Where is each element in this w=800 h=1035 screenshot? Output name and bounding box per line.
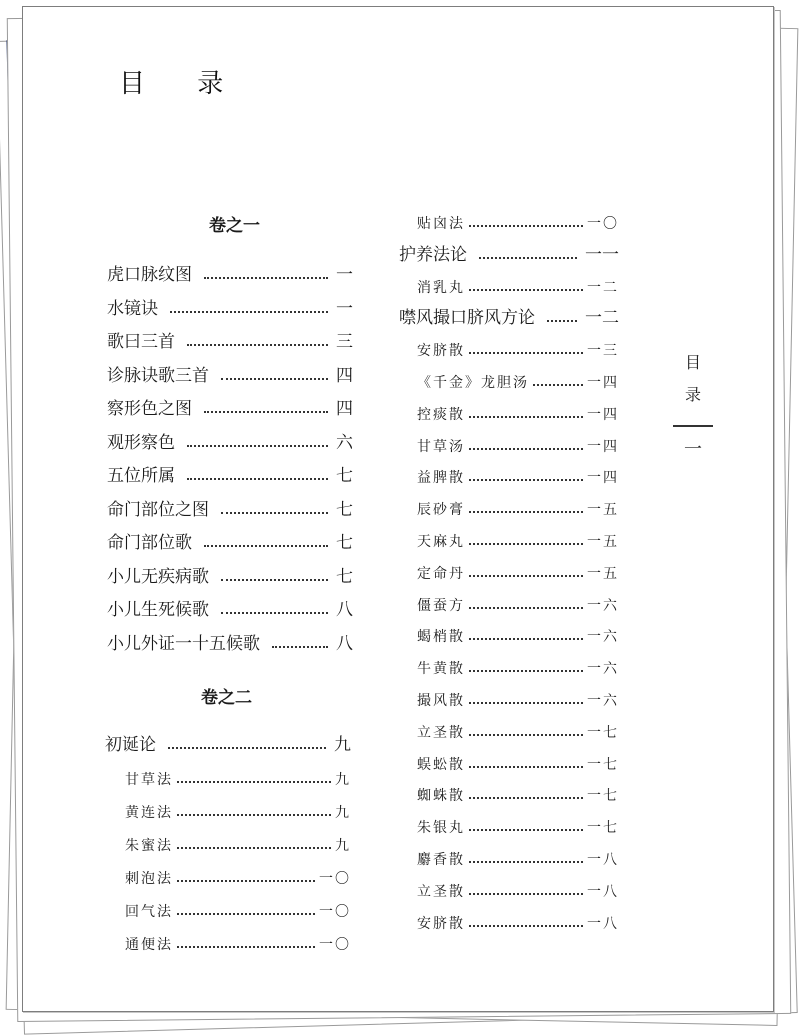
toc-entry[interactable] <box>417 718 619 742</box>
leader-dots <box>221 378 328 380</box>
entry-page: 一 <box>336 265 353 285</box>
toc-entry[interactable] <box>417 336 619 360</box>
toc-entry[interactable] <box>125 831 351 855</box>
leader-dots <box>177 946 315 948</box>
toc-entry[interactable] <box>417 750 619 774</box>
toc-entry[interactable] <box>417 559 619 583</box>
entry-title: 噤风撮口脐风方论 <box>399 308 535 329</box>
entry-title: 定命丹 <box>417 565 465 582</box>
toc-entry[interactable] <box>417 591 619 615</box>
toc-entry[interactable] <box>107 261 353 285</box>
leader-dots <box>469 797 583 799</box>
toc-page <box>22 6 774 1012</box>
entry-title: 撮风散 <box>417 693 465 709</box>
entry-title: 回气法 <box>125 904 173 920</box>
leader-dots <box>187 478 328 480</box>
entry-page: 四 <box>336 365 353 386</box>
entry-page: 八 <box>336 600 353 620</box>
toc-entry[interactable] <box>417 877 619 901</box>
leader-dots <box>469 607 583 609</box>
toc-entry[interactable] <box>417 368 619 392</box>
toc-entry[interactable] <box>107 462 353 486</box>
entry-title: 麝香散 <box>417 852 465 868</box>
entry-title: 诊脉诀歌三首 <box>107 365 209 386</box>
entry-title: 初诞论 <box>105 735 156 755</box>
entry-page: 一八 <box>587 915 619 932</box>
leader-dots <box>479 257 577 259</box>
leader-dots <box>469 575 583 577</box>
leader-dots <box>469 352 583 354</box>
toc-entry[interactable] <box>125 897 351 921</box>
entry-page: 一四 <box>587 438 619 455</box>
entry-title: 益脾散 <box>417 470 465 487</box>
entry-title: 黄连法 <box>125 805 173 821</box>
leader-dots <box>177 781 331 783</box>
entry-title: 通便法 <box>125 937 173 953</box>
leader-dots <box>177 880 315 882</box>
entry-page: 一四 <box>587 375 619 391</box>
leader-dots <box>469 702 583 704</box>
entry-title: 命门部位之图 <box>107 499 209 520</box>
page-title: 目 录 <box>119 69 246 99</box>
entry-page: 一四 <box>587 406 619 423</box>
toc-entry[interactable] <box>417 495 619 519</box>
toc-entry[interactable] <box>417 463 619 487</box>
entry-title: 观形察色 <box>107 432 175 453</box>
toc-entry[interactable] <box>125 864 351 888</box>
entry-page: 一六 <box>587 661 619 678</box>
leader-dots <box>533 384 583 386</box>
toc-entry[interactable] <box>399 241 619 265</box>
entry-page: 八 <box>336 633 353 654</box>
entry-title: 刺泡法 <box>125 871 173 887</box>
leader-dots <box>469 225 583 227</box>
entry-title: 命门部位歌 <box>107 533 192 553</box>
entry-page: 一 <box>336 298 353 319</box>
entry-title: 歌曰三首 <box>107 332 175 352</box>
entry-title: 控痰散 <box>417 406 465 423</box>
toc-entry[interactable] <box>107 362 353 386</box>
toc-entry[interactable] <box>417 622 619 646</box>
entry-page: 一五 <box>587 534 619 550</box>
toc-entry[interactable] <box>417 909 619 933</box>
entry-title: 贴囟法 <box>417 216 465 232</box>
entry-page: 一四 <box>587 470 619 487</box>
leader-dots <box>168 747 326 749</box>
leader-dots <box>469 638 583 640</box>
toc-entry[interactable] <box>107 429 353 453</box>
entry-title: 安脐散 <box>417 343 465 360</box>
entry-title: 蝎梢散 <box>417 629 465 646</box>
leader-dots <box>177 847 331 849</box>
toc-entry[interactable] <box>107 395 353 419</box>
toc-entry[interactable] <box>107 496 353 520</box>
entry-page: 九 <box>335 838 351 854</box>
toc-entry[interactable] <box>417 432 619 456</box>
entry-page: 一七 <box>587 724 619 741</box>
entry-page: 一八 <box>587 883 619 900</box>
entry-title: 消乳丸 <box>417 279 465 296</box>
entry-page: 九 <box>335 805 351 821</box>
entry-page: 九 <box>335 772 351 788</box>
entry-title: 僵蚕方 <box>417 597 465 614</box>
leader-dots <box>469 479 583 481</box>
entry-title: 朱银丸 <box>417 820 465 837</box>
leader-dots <box>469 829 583 831</box>
entry-page: 一八 <box>587 852 619 868</box>
leader-dots <box>221 579 328 581</box>
entry-page: 一〇 <box>319 904 351 920</box>
toc-entry[interactable] <box>417 845 619 869</box>
entry-page: 一七 <box>587 756 619 773</box>
leader-dots <box>221 612 328 614</box>
toc-entry[interactable] <box>417 813 619 837</box>
side-running-head <box>681 347 705 411</box>
entry-title: 五位所属 <box>107 466 175 486</box>
leader-dots <box>469 289 583 291</box>
entry-page: 六 <box>336 432 353 453</box>
leader-dots <box>469 925 583 927</box>
toc-entry[interactable] <box>417 781 619 805</box>
toc-entry[interactable] <box>399 304 619 328</box>
entry-title: 蜘蛛散 <box>417 788 465 805</box>
entry-page: 一〇 <box>587 216 619 232</box>
entry-page: 一七 <box>587 820 619 837</box>
entry-title: 牛黄散 <box>417 661 465 678</box>
toc-entry[interactable] <box>417 273 619 297</box>
entry-title: 察形色之图 <box>107 399 192 419</box>
leader-dots <box>469 893 583 895</box>
toc-entry[interactable] <box>417 654 619 678</box>
entry-page: 一三 <box>587 343 619 360</box>
entry-title: 立圣散 <box>417 724 465 741</box>
entry-page: 一六 <box>587 597 619 614</box>
side-rule <box>673 425 713 427</box>
entry-title: 朱蜜法 <box>125 838 173 854</box>
entry-page: 一七 <box>587 788 619 805</box>
leader-dots <box>469 861 583 863</box>
toc-entry[interactable] <box>105 731 351 755</box>
toc-entry[interactable] <box>125 930 351 954</box>
toc-entry[interactable] <box>107 328 353 352</box>
leader-dots <box>272 646 328 648</box>
leader-dots <box>187 445 328 447</box>
entry-title: 《千金》龙胆汤 <box>417 375 529 391</box>
leader-dots <box>469 543 583 545</box>
toc-entry[interactable] <box>107 295 353 319</box>
leader-dots <box>469 511 583 513</box>
toc-entry[interactable] <box>107 563 353 587</box>
entry-page: 一六 <box>587 693 619 709</box>
leader-dots <box>177 814 331 816</box>
entry-page: 一一 <box>585 244 619 265</box>
toc-entry[interactable] <box>125 798 351 822</box>
entry-title: 立圣散 <box>417 883 465 900</box>
entry-page: 七 <box>336 499 353 520</box>
entry-title: 虎口脉纹图 <box>107 265 192 285</box>
entry-page: 一二 <box>585 308 619 329</box>
entry-title: 小儿外证一十五候歌 <box>107 633 260 654</box>
entry-page: 七 <box>336 466 353 486</box>
entry-page: 三 <box>336 332 353 352</box>
leader-dots <box>187 344 328 346</box>
side-label-char: 录 <box>684 385 701 404</box>
entry-title: 蜈蚣散 <box>417 756 465 773</box>
entry-title: 甘草汤 <box>417 438 465 455</box>
leader-dots <box>547 320 577 322</box>
entry-page: 一〇 <box>319 937 351 953</box>
toc-entry[interactable] <box>417 686 619 710</box>
leader-dots <box>177 913 315 915</box>
volume1-heading: 卷之一 <box>209 216 260 236</box>
leader-dots <box>170 311 328 313</box>
leader-dots <box>469 734 583 736</box>
leader-dots <box>469 670 583 672</box>
entry-title: 安脐散 <box>417 915 465 932</box>
toc-entry[interactable] <box>107 630 353 654</box>
entry-page: 一五 <box>587 502 619 519</box>
leader-dots <box>469 448 583 450</box>
side-page-number: 一 <box>684 439 702 460</box>
leader-dots <box>204 411 328 413</box>
leader-dots <box>469 416 583 418</box>
entry-title: 护养法论 <box>399 244 467 265</box>
entry-title: 小儿生死候歌 <box>107 600 209 620</box>
entry-title: 辰砂膏 <box>417 502 465 519</box>
toc-entry[interactable] <box>417 209 619 233</box>
entry-title: 甘草法 <box>125 772 173 788</box>
entry-title: 小儿无疾病歌 <box>107 566 209 587</box>
entry-title: 天麻丸 <box>417 534 465 550</box>
entry-page: 四 <box>336 399 353 419</box>
side-label-char: 目 <box>684 353 701 372</box>
leader-dots <box>204 277 328 279</box>
entry-page: 七 <box>336 566 353 587</box>
leader-dots <box>204 545 328 547</box>
entry-page: 一五 <box>587 565 619 582</box>
leader-dots <box>221 512 328 514</box>
toc-entry[interactable] <box>125 765 351 789</box>
entry-page: 一六 <box>587 629 619 646</box>
toc-entry[interactable] <box>417 527 619 551</box>
entry-title: 水镜诀 <box>107 298 158 319</box>
toc-entry[interactable] <box>107 596 353 620</box>
entry-page: 九 <box>334 735 351 755</box>
entry-page: 七 <box>336 533 353 553</box>
toc-entry[interactable] <box>417 400 619 424</box>
toc-entry[interactable] <box>107 529 353 553</box>
volume2-heading: 卷之二 <box>201 688 252 708</box>
entry-page: 一二 <box>587 279 619 296</box>
entry-page: 一〇 <box>319 871 351 887</box>
leader-dots <box>469 766 583 768</box>
